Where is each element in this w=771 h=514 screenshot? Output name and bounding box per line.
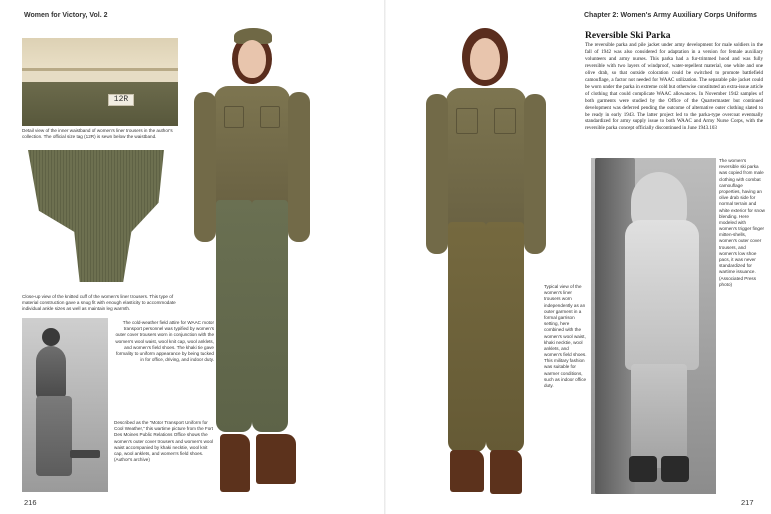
left-page [0,0,385,514]
running-head-right: Chapter 2: Women's Army Auxiliary Corps Uniforms [584,12,757,19]
bw-motor-transport-photo [22,318,108,492]
section-body-text: The reversible parka and pile jacket under army development for male soldiers in the fall of 1942 was also considered for adaptation in a version for female auxiliary volunteers and army nurses. This parka had a fur-trimmed hood and was fully reversible with two layers of windproof, water-repellent material, one white and one olive drab, so that outside coloration could be switched to promote battlefield camouflage, a factor not needed for WAAC utilization. The separable pile jacket could be worn under the parka in extreme cold but otherwise constituted an extra-issue article of clothing that could complicate WAAC allowances. In November 1942 samples of both garments were studied by the Office of the Quartermaster but continued development was deferred pending the outcome of alternative outer clothing slated to be ready in early 1943. The latter project led to the parka-type overcoat eventually standardized for army supply issue to both WAAC and Army Nurse Corps, with the reversible parka concept officially discontinued in June 1943.103 [585,42,763,132]
section-title: Reversible Ski Parka [585,31,671,41]
waistband-photo [22,38,178,126]
folio-right: 217 [741,498,754,507]
running-head-left: Women for Victory, Vol. 2 [24,12,108,19]
cuff-photo [22,150,178,290]
caption-motor-transport: Described as the "Motor Transport Uniform for Cool Weather," this wartime picture from the Fort Des Moines Public Relations Office shows the women's outer cover trousers and women's wool waist accompanied by khaki necktie, wool knit cap, wool anklets, and women's field shoes. (Author's archive) [114,420,214,463]
mannequin-right [422,24,552,494]
caption-cuff: Close-up view of the knitted cuff of the women's liner trousers. This type of material construction gave a snug fit with enough elasticity to accommodate individual ankle sizes as well as maintain leg warmth. [22,294,176,312]
folio-left: 216 [24,498,37,507]
size-tag: 12R [108,94,134,106]
caption-cold-weather: The cold-weather field attire for WAAC motor transport personnel was typified by women's outer cover trousers worn in conjunction with the women's wool waist, wool knit cap, wool anklets, and women's field shoes. The khaki tie gave formality to uniform appearance by being tucked in for office, driving, and indoor duty. [115,320,214,363]
mannequin-left [186,26,316,494]
bw-ski-parka-photo [591,158,716,494]
caption-waistband: Detail view of the inner waistband of women's liner trousers in the author's collection. The official size tag (12R) is sewn below the waistband. [22,128,173,140]
caption-ski-parka: The women's reversible ski parka was copied from male clothing with combat camouflage properties, having an olive drab side for normal terrain and white exterior for snow blending. Here modeled with women's trigger finger mitten-shells, women's outer cover trousers, and women's low shoe pacs, it was never standardized for wartime issuance. (Associated Press photo) [719,158,765,287]
caption-liner-trousers: Typical view of the women's liner trousers worn independently as an outer garment in a formal garrison setting, here combined with the women's wool waist, khaki necktie, wool anklets, and women's field shoes. This military fashion was suitable for warmer conditions, such as indoor office duty. [544,284,587,388]
